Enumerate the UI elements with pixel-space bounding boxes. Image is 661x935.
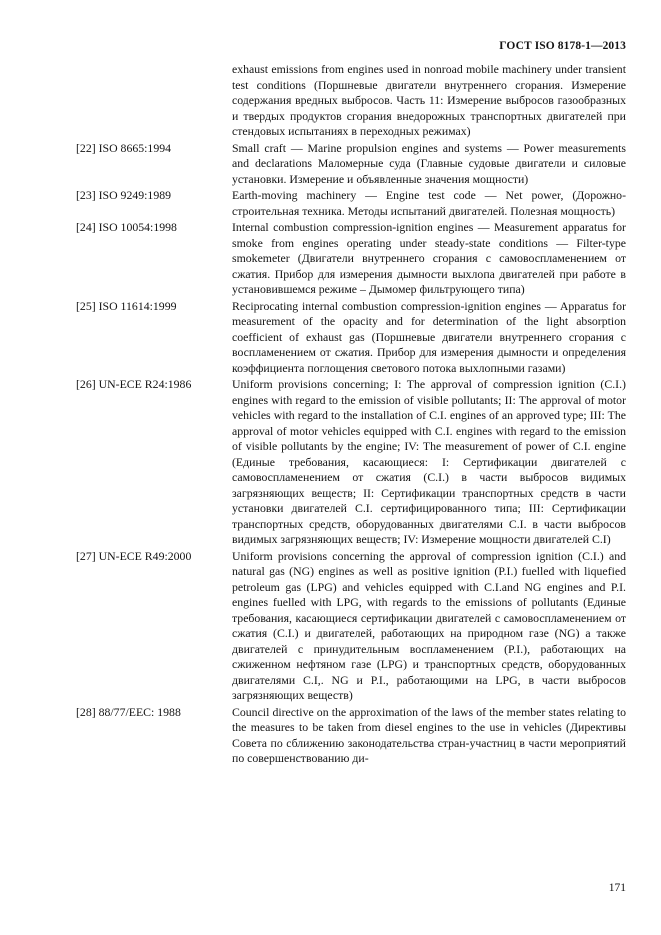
- document-header: ГОСТ ISO 8178-1—2013: [499, 40, 626, 52]
- reference-entry: [76, 549, 626, 704]
- reference-text: Internal combustion compression-ignition engines — Measurement apparatus for smoke from engines operating under steady-state conditions — Filter-type smokemeter (Двигатели внутреннего сгорания с самовоспламенением от сжатия. Прибор для измерения дымности выхлопа двигателей при работе в установившемся режиме – Дымомер фильтрующего типа): [232, 220, 626, 296]
- reference-text: Uniform provisions concerning; I: The approval of compression ignition (C.I.) engines with regard to the emission of visible pollutants; II: The approval of motor vehicles with regard to the installation of C.I. engines of an approved type; III: The approval of motor vehicles equipped with C.I. engines with regard to the emission of visible pollutants by the engine; IV: The measurement of power of C.I. engine (Единые требования, касающиеся: I: Сертификации двигателей с самовоспламенением от сжатия (C.I.) в части выбросов видимых загрязняющих веществ; II: Сертификации транспортных средств в части установки двигателей C.I. сертифицированного типа; III: Сертификации транспортных средств, оборудованных двигателями C.I. в части выбросов видимых загрязняющих веществ; IV: Измерение мощности двигателей C.I): [232, 377, 626, 546]
- reference-id: [22] ISO 8665:1994: [76, 140, 172, 155]
- reference-entry: [76, 705, 626, 767]
- reference-text: Council directive on the approximation of the laws of the member states relating to the measures to be taken from diesel engines to the use in vehicles (Директивы Совета по сближению законодательства стран-участниц в части мероприятий по совершенствованию ди-: [232, 704, 626, 765]
- reference-text: Uniform provisions concerning the approval of compression ignition (C.I.) and natural gas (NG) engines as well as positive ignition (P.I.) fuelled with liquefied petroleum gas (LPG) and vehicles equipped with C.I.and NG engines and P.I. engines fuelled with LPG, with regards to the emissions of pollutants (Единые требования, касающиеся сертификации двигателей с самовоспламенением от сжатия (C.I.) и двигателей, работающих на природном газе (NG) а также двигателей с принудительным воспламенением (P.I.), работающих на сжиженном нефтяном газе (LPG) и транспортных средств, оборудованных двигателями C.I,. NG и P.I., работающими на LPG, в части выбросов загрязняющих веществ): [232, 548, 626, 702]
- reference-entry: [76, 141, 626, 188]
- reference-id: [28] 88/77/EEC: 1988: [76, 704, 181, 719]
- reference-entry: [76, 299, 626, 377]
- reference-id: [25] ISO 11614:1999: [76, 298, 177, 313]
- reference-id: [26] UN-ECE R24:1986: [76, 377, 192, 391]
- reference-entry: [76, 377, 626, 548]
- page-number: 171: [608, 882, 626, 894]
- bibliography: [76, 62, 626, 767]
- reference-id: [24] ISO 10054:1998: [76, 220, 177, 234]
- reference-entry: [76, 188, 626, 219]
- reference-entry: [76, 220, 626, 298]
- reference-continuation: exhaust emissions from engines used in nonroad mobile machinery under transient test conditions (Поршневые двигатели внутреннего сгорания. Измерение содержания вредных выбросов. Часть 11: Измерение выбросов газообразных и твердых продуктов сгорания внедорожных транспортных двигателей при стендовых испытаниях в переходных режимах): [232, 62, 626, 138]
- reference-text: Small craft — Marine propulsion engines and systems — Power measurements and declarations Маломерные суда (Главные судовые двигатели и силовые установки. Измерение и объявленные значения мощности): [232, 140, 626, 186]
- reference-text: Reciprocating internal combustion compression-ignition engines — Apparatus for measurement of the opacity and for determination of the light absorption coefficient of exhaust gas (Поршневые двигатели внутреннего сгорания с воспламенением от сжатия. Прибор для измерения дымности и определения коэффициента поглощения светового потока выхлопными газами): [232, 298, 626, 375]
- reference-id: [23] ISO 9249:1989: [76, 188, 172, 202]
- reference-text: Earth-moving machinery — Engine test code — Net power, (Дорожно-строительная техника. Методы испытаний двигателей. Полезная мощность): [232, 188, 626, 218]
- reference-id: [27] UN-ECE R49:2000: [76, 548, 192, 563]
